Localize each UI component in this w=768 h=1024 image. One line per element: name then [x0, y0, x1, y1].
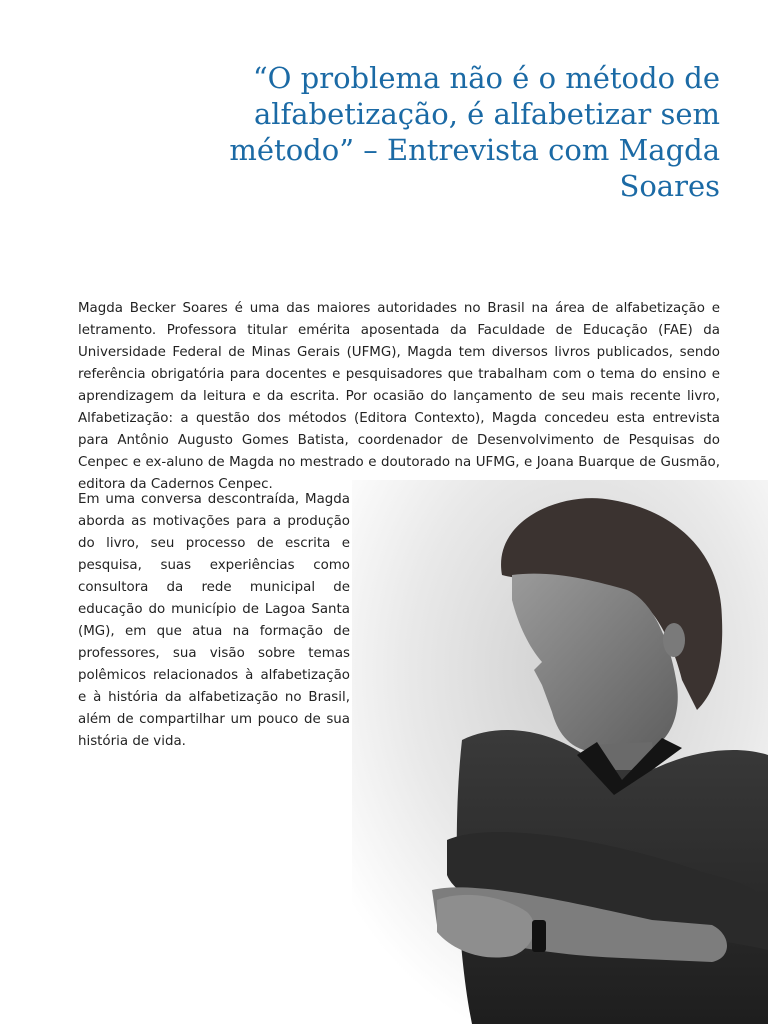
- portrait-photo: [352, 480, 768, 1024]
- summary-paragraph: Em uma conversa descontraída, Magda aborda as motivações para a produção do livro, seu processo de escrita e pesquisa, suas experiências como consultora da rede municipal de educação do município de Lagoa Santa (MG), em que atua na formação de professores, sua visão sobre temas polêmicos relacionados à alfabetização e à história da alfabetização no Brasil, além de compartilhar um pouco de sua história de vida.: [78, 492, 350, 749]
- article-title: “O problema não é o método de alfabetização, é alfabetizar sem método” – Entrevista com Magda Soares: [229, 61, 720, 203]
- portrait-illustration: [352, 480, 768, 1024]
- intro-paragraph: Magda Becker Soares é uma das maiores autoridades no Brasil na área de alfabetização e letramento. Professora titular emérita aposentada da Faculdade de Educação (FAE) da Universidade Federal de Minas Gerais (UFMG), Magda tem diversos livros publicados, sendo referência obrigatória para docentes e pesquisadores que trabalham com o tema do ensino e aprendizagem da leitura e da escrita. Por ocasião do lançamento de seu mais recente livro, Alfabetização: a questão dos métodos (Editora Contexto), Magda concedeu esta entrevista para Antônio Augusto Gomes Batista, coordenador de Desenvolvimento de Pesquisas do Cenpec e ex-aluno de Magda no mestrado e doutorado na UFMG, e Joana Buarque de Gusmão, editora da Cadernos Cenpec.: [78, 301, 720, 492]
